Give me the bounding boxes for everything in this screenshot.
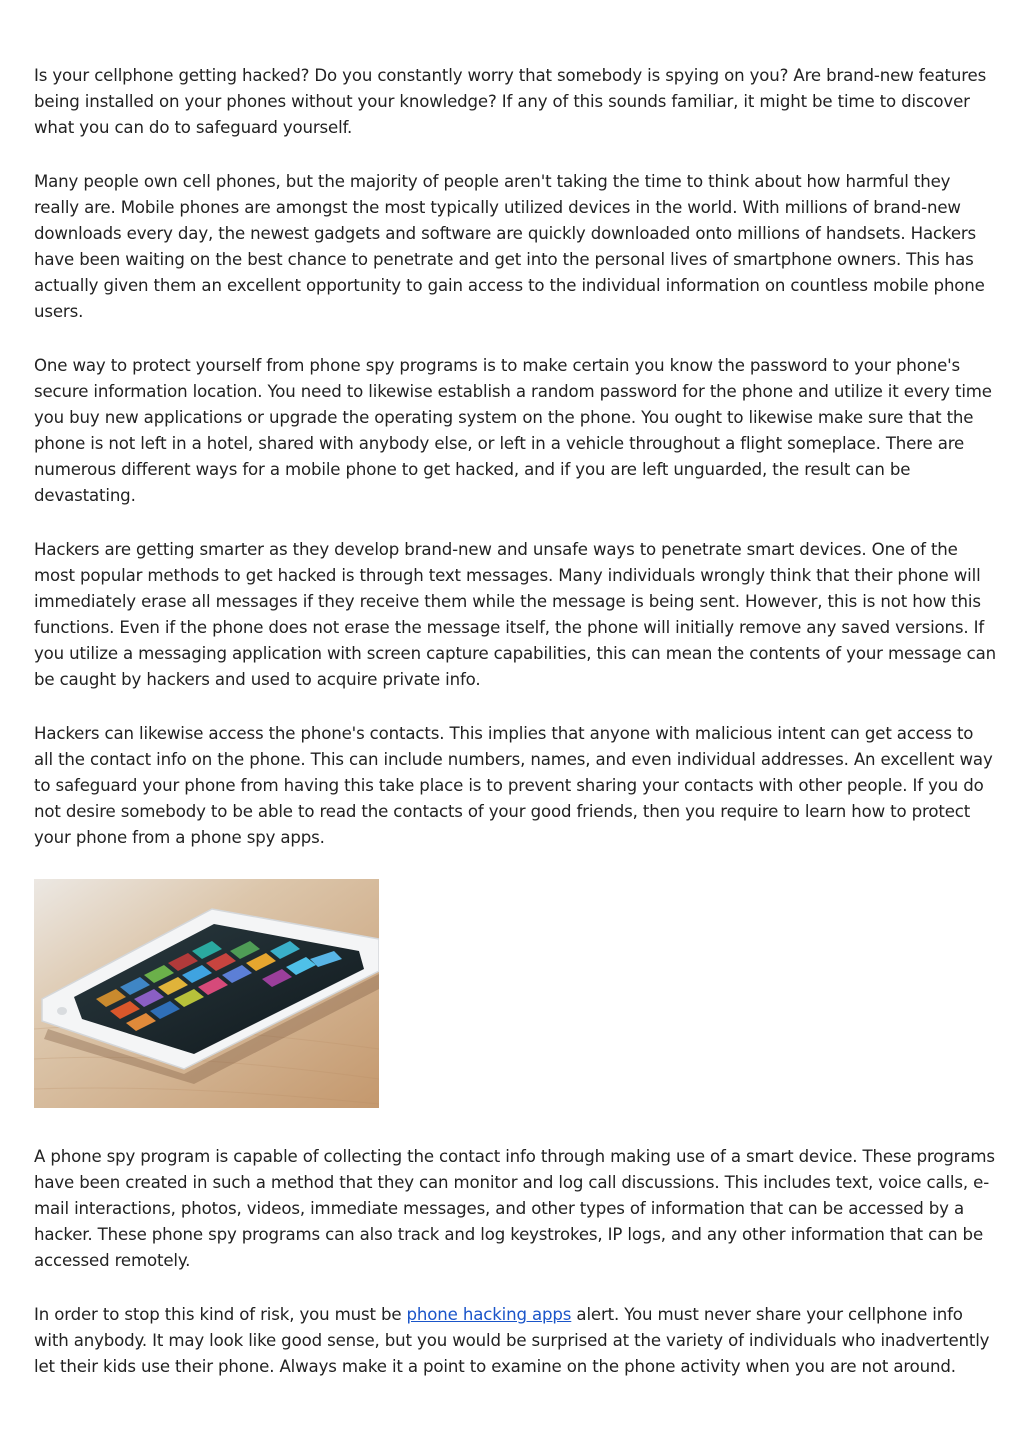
phone-hacking-apps-link[interactable]: phone hacking apps xyxy=(406,1305,572,1324)
paragraph-7 xyxy=(34,1302,996,1380)
paragraph-5: Hackers can likewise access the phone's contacts. This implies that anyone with malicious intent can get access to all the contact info on the phone. This can include numbers, names, and even individual addresses. An excellent way to safeguard your phone from having this take place is to prevent sharing your contacts with other people. If you do not desire somebody to be able to read the contacts of your good friends, then you require to learn how to protect your phone from a phone spy apps. xyxy=(34,724,993,847)
paragraph-1: Is your cellphone getting hacked? Do you constantly worry that somebody is spying on you? Are brand-new features being installed on your phones without your knowledge? If any of this sounds familiar, it might be time to discover what you can do to safeguard yourself. xyxy=(34,66,987,137)
paragraph-7-text-before: In order to stop this kind of risk, you must be xyxy=(34,1305,407,1324)
paragraph-4: Hackers are getting smarter as they develop brand-new and unsafe ways to penetrate smart devices. One of the most popular methods to get hacked is through text messages. Many individuals wrongly think that their phone will immediately erase all messages if they receive them while the message is being sent. However, this is not how this functions. Even if the phone does not erase the message itself, the phone will initially remove any saved versions. If you utilize a messaging application with screen capture capabilities, this can mean the contents of your message can be caught by hackers and used to acquire private info. xyxy=(34,540,996,689)
tablet-illustration xyxy=(34,879,379,1108)
article-body xyxy=(34,63,996,1408)
paragraph-2: Many people own cell phones, but the majority of people aren't taking the time to think about how harmful they really are. Mobile phones are amongst the most typically utilized devices in the world. With millions of brand-new downloads every day, the newest gadgets and software are quickly downloaded onto millions of handsets. Hackers have been waiting on the best chance to penetrate and get into the personal lives of smartphone owners. This has actually given them an excellent opportunity to gain access to the individual information on countless mobile phone users. xyxy=(34,172,985,321)
paragraph-6: A phone spy program is capable of collecting the contact info through making use of a smart device. These programs have been created in such a method that they can monitor and log call discussions. This includes text, voice calls, e-mail interactions, photos, videos, immediate messages, and other types of information that can be accessed by a hacker. These phone spy programs can also track and log keystrokes, IP logs, and any other information that can be accessed remotely. xyxy=(34,1147,995,1270)
tablet-photo xyxy=(34,879,379,1108)
paragraph-7-text-after: alert. You must never share your cellphone info with anybody. It may look like good sense, but you would be surprised at the variety of individuals who inadvertently let their kids use their phone. Always make it a point to examine on the phone activity when you are not around. xyxy=(34,1305,990,1376)
home-button xyxy=(57,1007,67,1015)
paragraph-3: One way to protect yourself from phone spy programs is to make certain you know the password to your phone's secure information location. You need to likewise establish a random password for the phone and utilize it every time you buy new applications or upgrade the operating system on the phone. You ought to likewise make sure that the phone is not left in a hotel, shared with anybody else, or left in a vehicle throughout a flight someplace. There are numerous different ways for a mobile phone to get hacked, and if you are left unguarded, the result can be devastating. xyxy=(34,356,992,505)
